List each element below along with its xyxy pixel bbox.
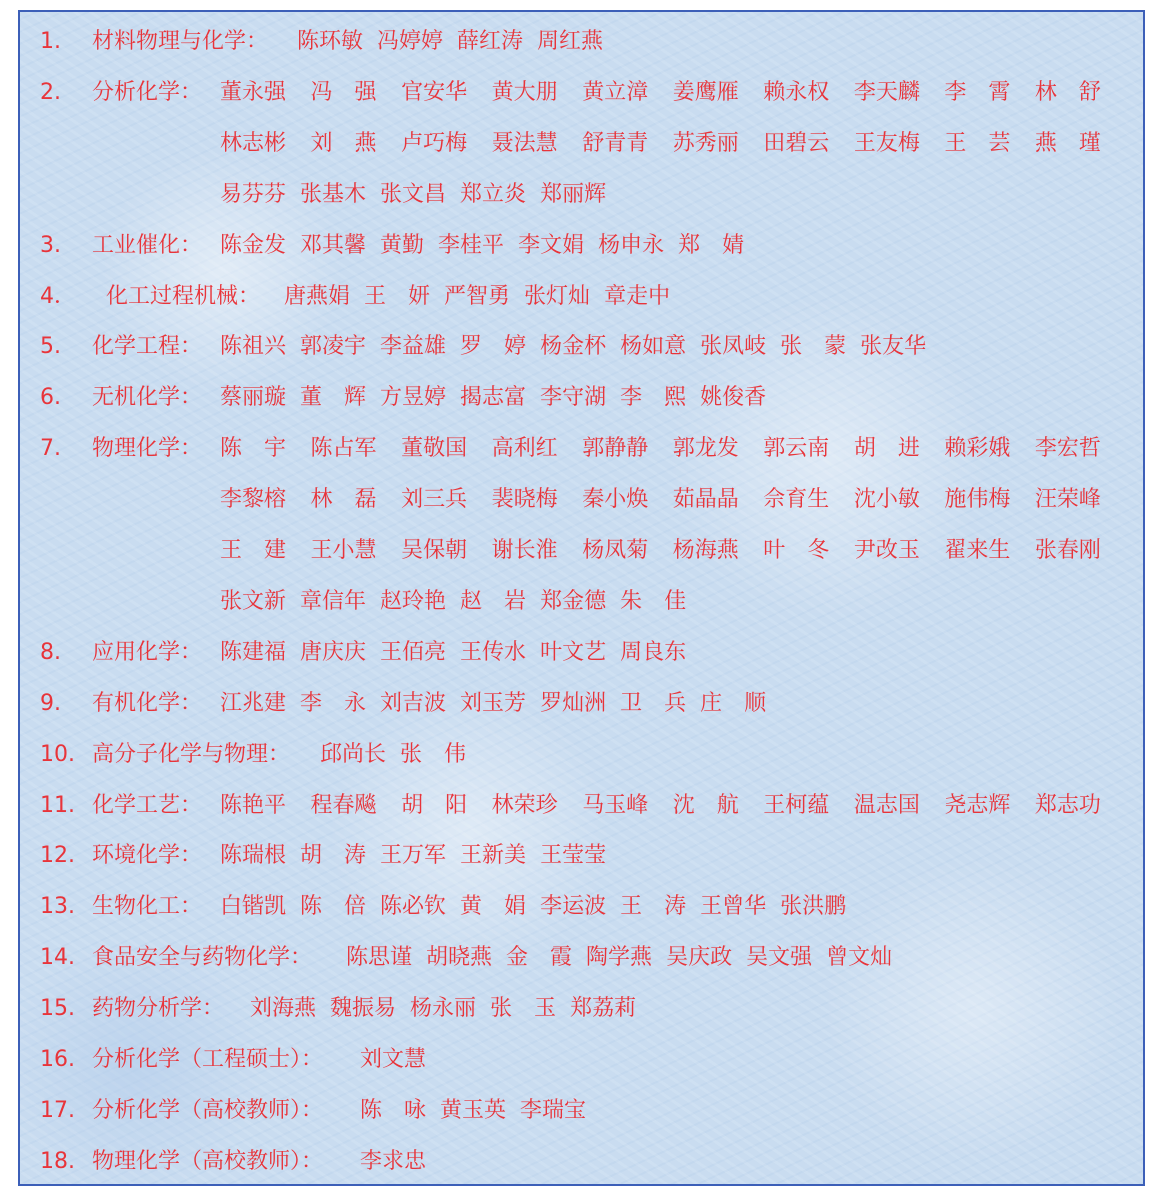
person-name: 张友华 <box>860 334 927 360</box>
person-name: 陈环敏 <box>297 29 364 54</box>
person-name: 王柯蕴 <box>763 792 830 818</box>
entry-number: 17. <box>40 1097 75 1123</box>
person-name: 周红燕 <box>537 29 604 54</box>
person-name: 卢巧梅 <box>401 130 468 156</box>
entry-field: 材料物理与化学： <box>92 29 269 54</box>
list-item <box>20 22 1143 62</box>
person-name: 赵玲艳 <box>380 588 447 614</box>
person-name: 杨如意 <box>620 334 687 360</box>
person-name: 田碧云 <box>763 130 830 156</box>
name-list <box>220 73 1101 113</box>
name-list <box>346 938 892 978</box>
person-name: 章走中 <box>604 283 671 309</box>
person-name: 罗 婷 <box>460 334 527 360</box>
person-name: 张凤岐 <box>700 334 767 360</box>
person-name: 陈 咏 <box>360 1097 427 1123</box>
person-name: 陈思谨 <box>346 945 413 971</box>
list-item-continuation <box>20 175 1143 215</box>
name-list <box>320 735 466 775</box>
person-name: 王 芸 <box>944 130 1011 156</box>
entry-number: 2. <box>40 79 61 105</box>
person-name: 翟来生 <box>944 538 1011 563</box>
list-item <box>20 378 1143 418</box>
name-list <box>220 887 1101 927</box>
person-name: 董永强 <box>220 79 287 105</box>
entry-number: 16. <box>40 1047 75 1072</box>
person-name: 陈祖兴 <box>220 334 287 360</box>
person-name: 张基木 <box>300 181 367 207</box>
entry-field: 生物化工： <box>92 894 203 920</box>
person-name: 郑立炎 <box>460 181 527 207</box>
name-list <box>220 582 1101 622</box>
person-name: 王 建 <box>220 538 287 563</box>
name-list <box>220 429 1101 469</box>
person-name: 杨永丽 <box>410 996 477 1022</box>
person-name: 黄大朋 <box>491 79 558 105</box>
name-list <box>220 531 1101 571</box>
name-list <box>360 1091 586 1131</box>
person-name: 林荣珍 <box>491 792 558 818</box>
list-item <box>20 1040 1143 1080</box>
person-name: 王曾华 <box>700 894 767 920</box>
person-name: 赵 岩 <box>460 588 527 614</box>
person-name: 易芬芬 <box>220 181 287 207</box>
person-name: 刘三兵 <box>401 487 468 513</box>
list-item <box>20 633 1143 673</box>
person-name: 陈 倍 <box>300 894 367 920</box>
person-name: 聂法慧 <box>491 130 558 156</box>
person-name: 王佰亮 <box>380 639 447 665</box>
person-name: 唐燕娟 <box>284 283 351 309</box>
person-name: 郑志功 <box>1034 792 1101 818</box>
person-name: 王传水 <box>460 639 527 665</box>
entry-number: 10. <box>40 741 75 767</box>
person-name: 江兆建 <box>220 690 287 716</box>
list-item <box>20 887 1143 927</box>
person-name: 王莹莹 <box>540 843 607 869</box>
person-name: 张 玉 <box>490 996 557 1022</box>
person-name: 郑丽辉 <box>540 181 607 207</box>
person-name: 庄 顺 <box>700 690 767 716</box>
list-item <box>20 277 1143 317</box>
person-name: 高利红 <box>491 436 558 462</box>
person-name: 杨金杯 <box>540 334 607 360</box>
name-list <box>220 124 1101 164</box>
person-name: 章信年 <box>300 588 367 614</box>
person-name: 陈金发 <box>220 232 287 258</box>
name-list <box>297 22 603 62</box>
person-name: 陈 宇 <box>220 436 287 462</box>
person-name: 李桂平 <box>438 232 505 258</box>
person-name: 郑 婧 <box>678 232 745 258</box>
person-name: 张文新 <box>220 588 287 614</box>
entry-number: 9. <box>40 690 61 716</box>
person-name: 张春刚 <box>1034 538 1101 563</box>
entry-field: 药物分析学： <box>92 996 225 1022</box>
name-list <box>250 989 636 1029</box>
person-name: 舒青青 <box>582 130 649 156</box>
person-name: 林志彬 <box>220 130 287 156</box>
person-name: 姜鹰雁 <box>672 79 739 105</box>
person-name: 郭凌宇 <box>300 334 367 360</box>
name-list <box>220 480 1101 520</box>
person-name: 卫 兵 <box>620 690 687 716</box>
person-name: 官安华 <box>401 79 468 105</box>
list-item <box>20 989 1143 1029</box>
person-name: 汪荣峰 <box>1034 487 1101 513</box>
entry-field: 化学工程： <box>92 334 203 360</box>
person-name: 严智勇 <box>444 283 511 309</box>
person-name: 刘吉波 <box>380 690 447 716</box>
person-name: 温志国 <box>853 792 920 818</box>
person-name: 李求忠 <box>360 1148 427 1174</box>
person-name: 陈艳平 <box>220 792 287 818</box>
entry-number: 13. <box>40 894 75 920</box>
name-list <box>220 378 1101 418</box>
entry-number: 12. <box>40 843 75 869</box>
person-name: 张 蒙 <box>780 334 847 360</box>
person-name: 魏振易 <box>330 996 397 1022</box>
person-name: 陈建福 <box>220 639 287 665</box>
person-name: 罗灿洲 <box>540 690 607 716</box>
person-name: 郭静静 <box>582 436 649 462</box>
graduate-list-panel <box>18 10 1145 1186</box>
person-name: 苏秀丽 <box>672 130 739 156</box>
person-name: 唐庆庆 <box>300 639 367 665</box>
person-name: 朱 佳 <box>620 588 687 614</box>
person-name: 吴保朝 <box>401 538 468 563</box>
person-name: 张灯灿 <box>524 283 591 309</box>
name-list <box>360 1040 426 1080</box>
entry-field: 物理化学： <box>92 436 203 462</box>
person-name: 李宏哲 <box>1034 436 1101 462</box>
person-name: 郭云南 <box>763 436 830 462</box>
person-name: 谢长淮 <box>491 538 558 563</box>
person-name: 刘 燕 <box>310 130 377 156</box>
name-list <box>220 327 1101 367</box>
person-name: 王万军 <box>380 843 447 869</box>
entry-field: 物理化学（高校教师）： <box>92 1148 324 1174</box>
person-name: 邓其馨 <box>300 232 367 258</box>
list-item <box>20 786 1143 826</box>
person-name: 胡 阳 <box>401 792 468 818</box>
person-name: 林 舒 <box>1034 79 1101 105</box>
list-item <box>20 327 1143 367</box>
person-name: 王友梅 <box>853 130 920 156</box>
person-name: 叶 冬 <box>763 538 830 563</box>
person-name: 裴晓梅 <box>491 487 558 513</box>
entry-number: 15. <box>40 996 75 1022</box>
person-name: 白锴凯 <box>220 894 287 920</box>
name-list <box>220 226 1101 266</box>
person-name: 杨凤菊 <box>582 538 649 563</box>
person-name: 曾文灿 <box>826 945 893 971</box>
list-item <box>20 938 1143 978</box>
name-list <box>220 684 1101 724</box>
person-name: 薛红涛 <box>457 29 524 54</box>
entry-field: 工业催化： <box>92 232 203 258</box>
name-list <box>220 786 1101 826</box>
list-item-continuation <box>20 531 1143 571</box>
person-name: 胡 进 <box>853 436 920 462</box>
person-name: 杨申永 <box>598 232 665 258</box>
person-name: 沈 航 <box>672 792 739 818</box>
name-list <box>220 836 1101 876</box>
entry-field: 食品安全与药物化学： <box>92 945 313 971</box>
person-name: 胡 涛 <box>300 843 367 869</box>
entry-number: 7. <box>40 436 61 462</box>
person-name: 董 辉 <box>300 385 367 411</box>
entry-number: 8. <box>40 639 61 665</box>
person-name: 姚俊香 <box>700 385 767 411</box>
entry-field: 分析化学（高校教师）： <box>92 1097 324 1123</box>
person-name: 赖彩娥 <box>944 436 1011 462</box>
person-name: 刘玉芳 <box>460 690 527 716</box>
person-name: 陶学燕 <box>586 945 653 971</box>
person-name: 李运波 <box>540 894 607 920</box>
person-name: 邱尚长 <box>320 741 387 767</box>
person-name: 叶文艺 <box>540 639 607 665</box>
person-name: 施伟梅 <box>944 487 1011 513</box>
entry-field: 有机化学： <box>92 690 203 716</box>
list-item-continuation <box>20 480 1143 520</box>
person-name: 茹晶晶 <box>672 487 739 513</box>
entry-number: 1. <box>40 29 61 54</box>
entry-field: 化工过程机械： <box>106 283 261 309</box>
person-name: 周良东 <box>620 639 687 665</box>
person-name: 尧志辉 <box>944 792 1011 818</box>
person-name: 揭志富 <box>460 385 527 411</box>
person-name: 沈小敏 <box>853 487 920 513</box>
person-name: 董敬国 <box>401 436 468 462</box>
list-item <box>20 684 1143 724</box>
person-name: 黄 娟 <box>460 894 527 920</box>
person-name: 李文娟 <box>518 232 585 258</box>
person-name: 李 永 <box>300 690 367 716</box>
entry-field: 应用化学： <box>92 639 203 665</box>
person-name: 陈必钦 <box>380 894 447 920</box>
person-name: 林 磊 <box>310 487 377 513</box>
person-name: 黄玉英 <box>440 1097 507 1123</box>
person-name: 李黎榕 <box>220 487 287 513</box>
list-item-continuation <box>20 124 1143 164</box>
person-name: 黄立漳 <box>582 79 649 105</box>
person-name: 刘文慧 <box>360 1047 427 1072</box>
entry-field: 分析化学： <box>92 79 203 105</box>
person-name: 佘育生 <box>763 487 830 513</box>
entry-field: 无机化学： <box>92 385 203 411</box>
name-list <box>360 1142 426 1182</box>
list-item <box>20 73 1143 113</box>
entry-field: 高分子化学与物理： <box>92 741 291 767</box>
person-name: 王新美 <box>460 843 527 869</box>
list-item <box>20 1142 1143 1182</box>
person-name: 李 熙 <box>620 385 687 411</box>
entry-number: 14. <box>40 945 75 971</box>
entry-number: 3. <box>40 232 61 258</box>
person-name: 冯婷婷 <box>377 29 444 54</box>
person-name: 李守湖 <box>540 385 607 411</box>
person-name: 尹改玉 <box>853 538 920 563</box>
person-name: 李天麟 <box>853 79 920 105</box>
person-name: 吴文强 <box>746 945 813 971</box>
entry-number: 6. <box>40 385 61 411</box>
person-name: 陈瑞根 <box>220 843 287 869</box>
person-name: 李 霄 <box>944 79 1011 105</box>
person-name: 杨海燕 <box>672 538 739 563</box>
list-item <box>20 429 1143 469</box>
person-name: 吴庆政 <box>666 945 733 971</box>
person-name: 张洪鹏 <box>780 894 847 920</box>
list-item <box>20 836 1143 876</box>
person-name: 冯 强 <box>310 79 377 105</box>
person-name: 张 伟 <box>400 741 467 767</box>
person-name: 郭龙发 <box>672 436 739 462</box>
person-name: 马玉峰 <box>582 792 649 818</box>
person-name: 燕 瑾 <box>1034 130 1101 156</box>
person-name: 蔡丽璇 <box>220 385 287 411</box>
person-name: 刘海燕 <box>250 996 317 1022</box>
entry-number: 11. <box>40 792 75 818</box>
person-name: 王小慧 <box>310 538 377 563</box>
person-name: 方昱婷 <box>380 385 447 411</box>
list-item <box>20 735 1143 775</box>
person-name: 王 涛 <box>620 894 687 920</box>
person-name: 王 妍 <box>364 283 431 309</box>
person-name: 黄勤 <box>380 232 425 258</box>
entry-number: 4． <box>40 283 76 309</box>
person-name: 李瑞宝 <box>520 1097 587 1123</box>
entry-field: 分析化学（工程硕士）： <box>92 1047 324 1072</box>
list-item <box>20 226 1143 266</box>
entry-field: 环境化学： <box>92 843 203 869</box>
name-list <box>220 633 1101 673</box>
list-item <box>20 1091 1143 1131</box>
person-name: 金 霞 <box>506 945 573 971</box>
person-name: 郑荔莉 <box>570 996 637 1022</box>
list-item-continuation <box>20 582 1143 622</box>
name-list <box>220 175 1101 215</box>
person-name: 程春飚 <box>310 792 377 818</box>
entry-field: 化学工艺： <box>92 792 203 818</box>
entry-number: 18. <box>40 1148 75 1174</box>
person-name: 张文昌 <box>380 181 447 207</box>
name-list <box>284 277 670 317</box>
entry-number: 5. <box>40 334 61 360</box>
person-name: 秦小焕 <box>582 487 649 513</box>
person-name: 胡晓燕 <box>426 945 493 971</box>
person-name: 李益雄 <box>380 334 447 360</box>
person-name: 郑金德 <box>540 588 607 614</box>
person-name: 赖永权 <box>763 79 830 105</box>
person-name: 陈占军 <box>310 436 377 462</box>
